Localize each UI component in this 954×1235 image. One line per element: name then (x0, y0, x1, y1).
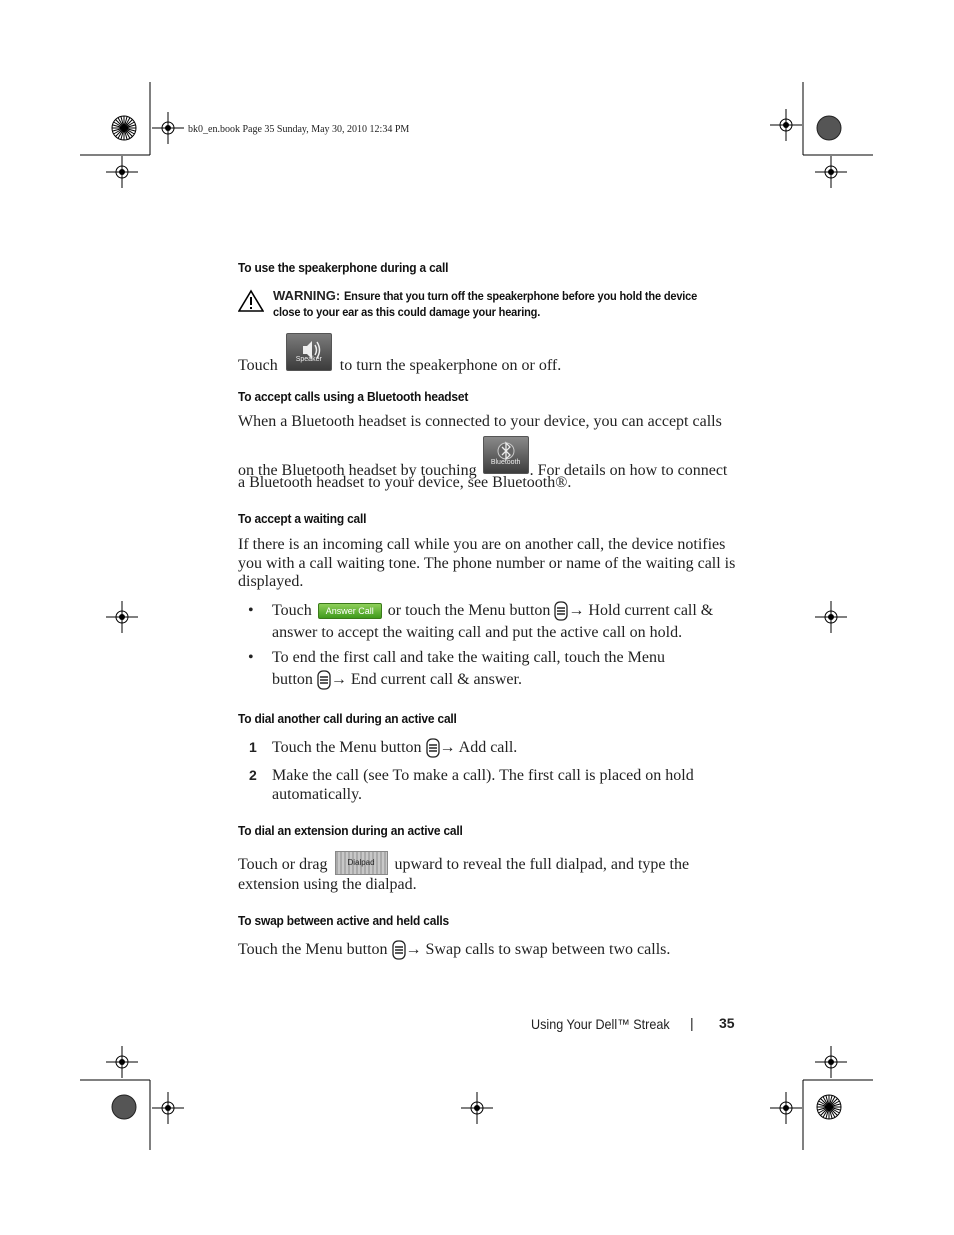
dialpad-button-image: Dialpad (335, 851, 388, 875)
step-1-text (272, 738, 517, 758)
speaker-button-label: Speaker (295, 356, 322, 363)
bluetooth-line-2 (238, 436, 728, 479)
footer-separator: | (690, 1015, 694, 1031)
bullet-2-marker: • (248, 649, 254, 666)
answer-call-button-image: Answer Call (318, 603, 382, 619)
menu-icon (317, 670, 331, 690)
waiting-para-3: displayed. (238, 573, 304, 590)
speakerphone-heading: To use the speakerphone during a call (238, 260, 449, 275)
touch-word: Touch (238, 356, 278, 374)
print-header: bk0_en.book Page 35 Sunday, May 30, 2010 12:34 PM (188, 124, 410, 135)
footer-page-number: 35 (719, 1015, 735, 1031)
swap-line (238, 940, 670, 960)
swap-heading: To swap between active and held calls (238, 913, 449, 928)
warning-line-1 (273, 287, 728, 305)
speaker-button-image (286, 333, 332, 371)
dial-another-heading: To dial another call during an active call (238, 711, 457, 726)
bullet-2-line-1: To end the first call and take the waiting call, touch the Menu (272, 649, 665, 666)
step-2-number: 2 (249, 767, 257, 783)
bluetooth-line-2b: . For details on how to connect (529, 461, 728, 479)
extension-line-1b: upward to reveal the full dialpad, and type the (394, 855, 690, 873)
swap-c: to swap between two calls. (494, 941, 671, 958)
step-2-line-1: Make the call (see To make a call). The first call is placed on hold (272, 767, 694, 784)
bluetooth-line-2a: on the Bluetooth headset by touching (238, 461, 477, 479)
warning-icon (238, 289, 264, 313)
bluetooth-button-image (483, 436, 529, 474)
footer-title: Using Your Dell™ Streak (531, 1016, 670, 1032)
answer-word: answer (272, 624, 318, 641)
bullet-2-period: . (517, 671, 522, 688)
speaker-paragraph (238, 333, 562, 374)
bullet-1-line-2 (272, 623, 682, 642)
menu-icon (554, 601, 568, 621)
extension-line-1 (238, 851, 689, 875)
warning-text-1: Ensure that you turn off the speakerphone before you hold the device (344, 289, 698, 303)
bullet-1-marker: • (248, 602, 254, 619)
add-call-text: → Add call (439, 739, 514, 756)
waiting-para-1: If there is an incoming call while you are on another call, the device notifies (238, 536, 726, 553)
extension-line-1a: Touch or drag (238, 855, 328, 873)
bullet-1-mid: or touch the Menu button (387, 602, 551, 619)
step-2-line-2: automatically. (272, 786, 363, 803)
step-1-period: . (513, 739, 518, 756)
menu-icon (392, 940, 406, 960)
menu-icon (426, 738, 440, 758)
hold-current-call-text: → Hold current call & (568, 602, 714, 619)
warning-text-2: close to your ear as this could damage your hearing. (273, 305, 541, 319)
waiting-para-2: you with a call waiting tone. The phone number or name of the waiting call is (238, 555, 736, 572)
swap-a: Touch the Menu button (238, 941, 388, 958)
speaker-after-text: to turn the speakerphone on or off. (339, 356, 562, 374)
swap-calls-text: → Swap calls (405, 941, 495, 958)
extension-line-2: extension using the dialpad. (238, 876, 417, 893)
step-1-a: Touch the Menu button (272, 739, 422, 756)
bullet-1-touch: Touch (272, 602, 312, 619)
extension-heading: To dial an extension during an active call (238, 823, 463, 838)
waiting-heading: To accept a waiting call (238, 511, 367, 526)
warning-label: WARNING: (273, 288, 341, 303)
bullet-1-line-2-rest: to accept the waiting call and put the active call on hold. (317, 624, 683, 641)
bullet-2-button-word: button (272, 671, 313, 688)
bluetooth-button-label: Bluetooth (490, 459, 521, 466)
bullet-2-line-2 (272, 670, 522, 690)
bluetooth-line-1: When a Bluetooth headset is connected to your device, you can accept calls (238, 413, 722, 430)
bluetooth-line-3: a Bluetooth headset to your device, see Bluetooth®. (238, 474, 572, 491)
step-1-number: 1 (249, 739, 257, 755)
end-current-call-text: → End current call & answer (330, 671, 518, 688)
bluetooth-heading: To accept calls using a Bluetooth headset (238, 389, 469, 404)
bullet-1-line-1 (272, 601, 713, 621)
